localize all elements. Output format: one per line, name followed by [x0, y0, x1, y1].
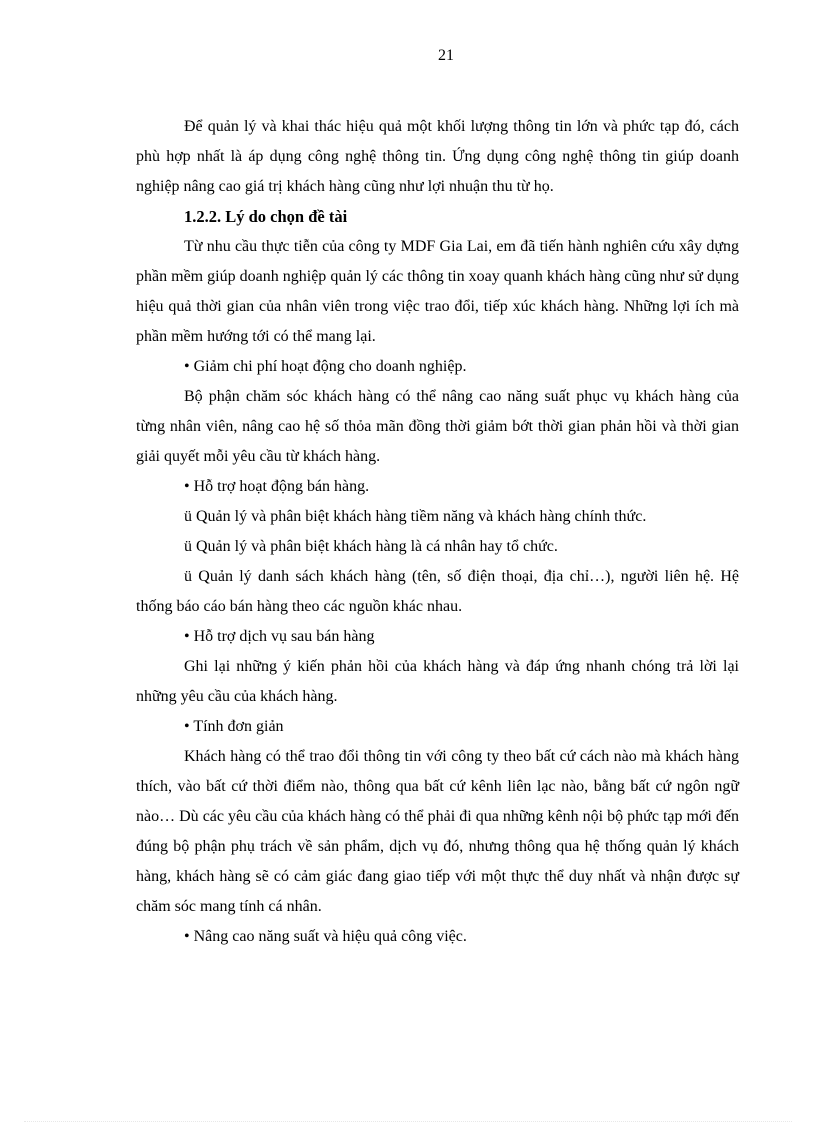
paragraph-intro: Để quản lý và khai thác hiệu quả một khối lượng thông tin lớn và phức tạp đó, cách phù hợp nhất là áp dụng công nghệ thông tin. Ứng dụng công nghệ thông tin giúp doanh nghiệp nâng cao giá trị khách hàng cũng như lợi nhuận thu từ họ. — [136, 118, 739, 195]
sub-item-potential-customers: ü Quản lý và phân biệt khách hàng tiềm năng và khách hàng chính thức. — [184, 508, 647, 525]
bullet-productivity: • Nâng cao năng suất và hiệu quả công việc. — [184, 928, 467, 945]
paragraph-communication: Khách hàng có thể trao đổi thông tin với công ty theo bất cứ cách nào mà khách hàng thích, vào bất cứ thời điểm nào, thông qua bất cứ kênh liên lạc nào, bằng bất cứ ngôn ngữ nào… Dù các yêu cầu của khách hàng có thể phải đi qua những kênh nội bộ phức tạp mới đến đúng bộ phận phụ trách về sản phẩm, dịch vụ đó, nhưng thông qua hệ thống quản lý khách hàng, khách hàng sẽ có cảm giác đang giao tiếp với một thực thể duy nhất và nhận được sự chăm sóc mang tính cá nhân. — [136, 748, 739, 915]
bullet-simplicity: • Tính đơn giản — [184, 718, 284, 735]
paragraph-rationale: Từ nhu cầu thực tiễn của công ty MDF Gia Lai, em đã tiến hành nghiên cứu xây dựng phần mềm giúp doanh nghiệp quản lý các thông tin xoay quanh khách hàng cũng như sử dụng hiệu quả thời gian của nhân viên trong việc trao đổi, tiếp xúc khách hàng. Những lợi ích mà phần mềm hướng tới có thể mang lại. — [136, 238, 739, 345]
sub-item-customer-list: ü Quản lý danh sách khách hàng (tên, số điện thoại, địa chỉ…), người liên hệ. Hệ thống báo cáo bán hàng theo các nguồn khác nhau. — [136, 568, 739, 615]
document-body — [136, 112, 739, 952]
bullet-sales-support: • Hỗ trợ hoạt động bán hàng. — [184, 478, 370, 495]
paragraph-customer-care: Bộ phận chăm sóc khách hàng có thể nâng cao năng suất phục vụ khách hàng của từng nhân viên, nâng cao hệ số thỏa mãn đồng thời giảm bớt thời gian phản hồi và thời gian giải quyết mỗi yêu cầu từ khách hàng. — [136, 388, 739, 465]
section-heading: 1.2.2. Lý do chọn đề tài — [184, 207, 348, 226]
page-number: 21 — [438, 47, 454, 64]
page-bottom-divider — [24, 1121, 792, 1122]
bullet-after-sales: • Hỗ trợ dịch vụ sau bán hàng — [184, 628, 375, 645]
sub-item-individual-organization: ü Quản lý và phân biệt khách hàng là cá nhân hay tổ chức. — [184, 538, 558, 555]
bullet-reduce-costs: • Giảm chi phí hoạt động cho doanh nghiệp. — [184, 358, 467, 375]
paragraph-feedback: Ghi lại những ý kiến phản hồi của khách hàng và đáp ứng nhanh chóng trả lời lại những yêu cầu của khách hàng. — [136, 658, 739, 705]
